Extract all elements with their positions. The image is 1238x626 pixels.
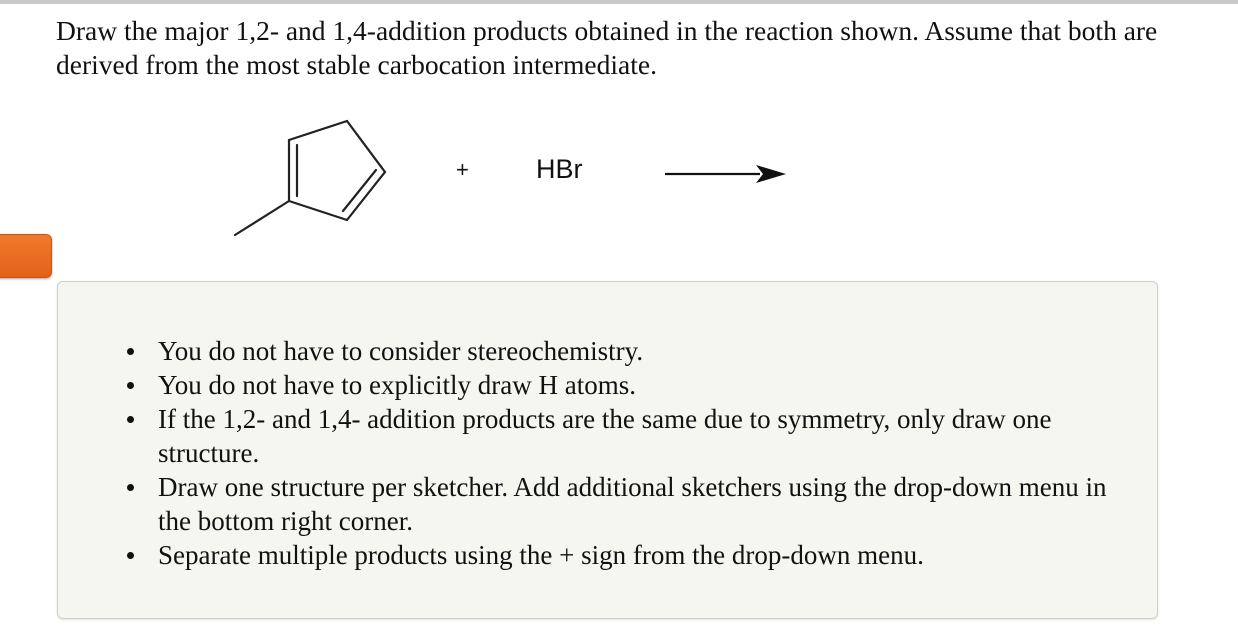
- reaction-arrow-icon: [665, 165, 786, 183]
- instruction-item: You do not have to explicitly draw H atoms.: [158, 368, 1118, 402]
- instructions-list: [158, 334, 1118, 572]
- instruction-item: You do not have to consider stereochemistry.: [158, 334, 1118, 368]
- ring-bond: [289, 201, 347, 220]
- orange-tab-icon[interactable]: [0, 234, 52, 278]
- ring-bond: [289, 121, 347, 140]
- instruction-item: Draw one structure per sketcher. Add additional sketchers using the drop-down menu in the bottom right corner.: [158, 470, 1118, 538]
- instructions-panel: [57, 281, 1158, 619]
- ring-bond: [347, 121, 385, 172]
- methylcyclopentadiene-structure: [235, 121, 385, 235]
- ring-bond-double: [347, 172, 385, 220]
- methyl-bond: [235, 201, 289, 235]
- instruction-item: Separate multiple products using the + sign from the drop-down menu.: [158, 538, 1118, 572]
- reagent-hbr: HBr: [536, 154, 583, 184]
- instruction-item: If the 1,2- and 1,4- addition products are the same due to symmetry, only draw one structure.: [158, 402, 1118, 470]
- question-text: Draw the major 1,2- and 1,4-addition products obtained in the reaction shown. Assume that both are derived from the most stable carbocation intermediate.: [56, 15, 1158, 80]
- plus-sign: +: [456, 157, 469, 182]
